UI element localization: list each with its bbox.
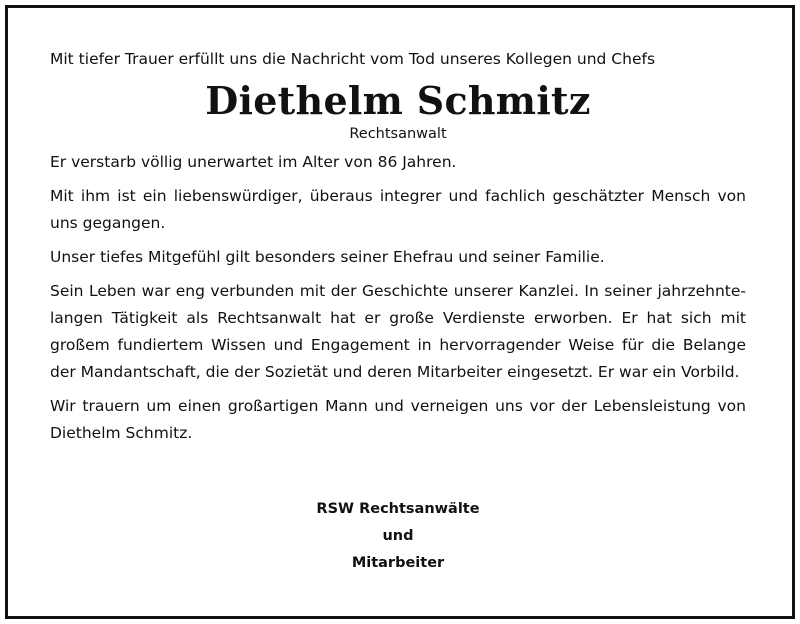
paragraph-career: Sein Leben war eng verbunden mit der Geschichte unserer Kanzlei. In seiner jahrzehntelangen Tätigkeit als Rechtsanwalt hat er große Verdienste erworben. Er hat sich mit großem fundiertem Wissen und Engagement in hervorragender Weise für die Belange der Mandantschaft, die der Sozietät und deren Mitarbeiter eingesetzt. Er war ein Vorbild. xyxy=(50,282,746,381)
signature-block xyxy=(50,496,746,577)
deceased-name: Diethelm Schmitz xyxy=(205,78,591,123)
signature-firm: RSW Rechtsanwälte xyxy=(316,501,480,517)
signature-staff: Mitarbeiter xyxy=(351,555,445,571)
paragraph-age: Er verstarb völlig unerwartet im Alter von 86 Jahren. xyxy=(50,153,457,171)
deceased-title: Rechtsanwalt xyxy=(349,126,447,142)
obituary-body xyxy=(50,46,746,447)
signature-connector: und xyxy=(382,528,414,544)
intro-line: Mit tiefer Trauer erfüllt uns die Nachricht vom Tod unseres Kollegen und Chefs xyxy=(50,50,656,68)
paragraph-mourning: Wir trauern um einen großartigen Mann und verneigen uns vor der Lebensleistung von Diethelm Schmitz. xyxy=(50,397,746,442)
paragraph-character: Mit ihm ist ein liebenswürdiger, überaus integrer und fachlich geschätzter Mensch von uns gegangen. xyxy=(50,187,746,232)
paragraph-condolence: Unser tiefes Mitgefühl gilt besonders seiner Ehefrau und seiner Familie. xyxy=(50,248,605,266)
